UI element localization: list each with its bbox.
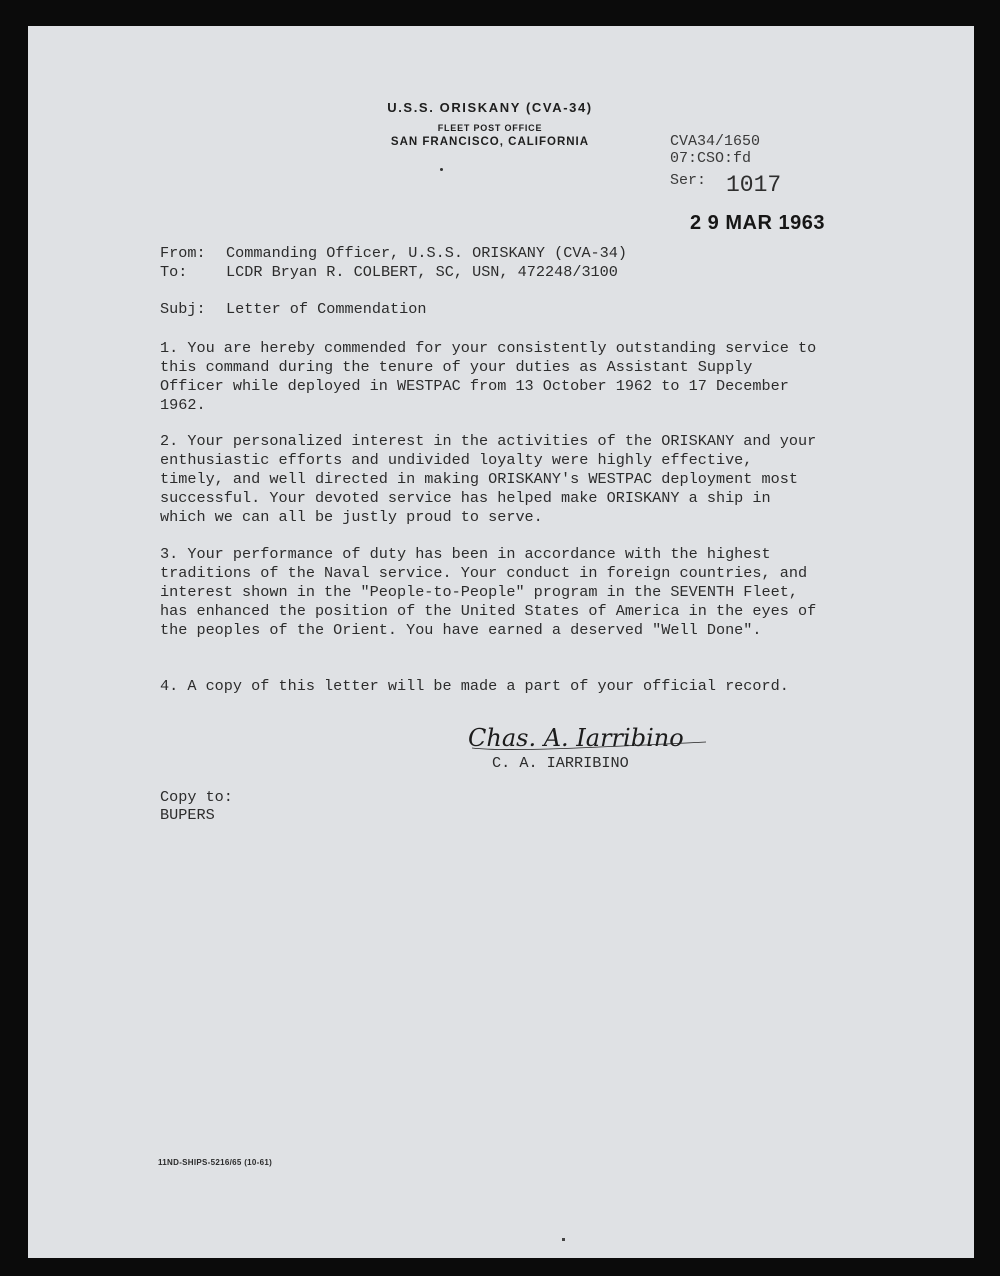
letterhead-ship: U.S.S. ORISKANY (CVA-34) (387, 100, 593, 115)
serial-label: Ser: (670, 172, 707, 189)
signer-name: C. A. IARRIBINO (492, 754, 629, 772)
ink-dot (440, 168, 443, 171)
to-value: LCDR Bryan R. COLBERT, SC, USN, 472248/3100 (226, 263, 618, 281)
form-number: 11ND-SHIPS-5216/65 (10-61) (158, 1158, 273, 1167)
copy-to-recipient: BUPERS (160, 806, 215, 824)
paragraph-4: 4. A copy of this letter will be made a part of your official record. (160, 677, 789, 695)
paragraph-1: 1. You are hereby commended for your consistently outstanding service to this command during the tenure of your duties as Assistant Supply Officer while deployed in WESTPAC from 13 October 1962 to 17 December 1962. (160, 339, 817, 414)
subject-value: Letter of Commendation (226, 300, 427, 318)
reference-code: 07:CSO:fd (670, 150, 752, 167)
from-value: Commanding Officer, U.S.S. ORISKANY (CVA-34) (226, 244, 628, 262)
copy-to-label: Copy to: (160, 788, 233, 806)
date-stamp: 2 9 MAR 1963 (690, 212, 825, 234)
serial-number: 1017 (726, 172, 782, 198)
letterhead-post-office: FLEET POST OFFICE (437, 123, 543, 133)
letter-page (28, 26, 974, 1258)
paragraph-3: 3. Your performance of duty has been in accordance with the highest traditions of the Naval service. Your conduct in foreign countries, and interest shown in the "People-to-People" program in the SEVENTH Fleet, has enhanced the position of the United States of America in the eyes of the peoples of the Orient. You have earned a deserved "Well Done". (160, 545, 817, 639)
paragraph-2: 2. Your personalized interest in the activities of the ORISKANY and your enthusiastic efforts and undivided loyalty were highly effective, timely, and well directed in making ORISKANY's WESTPAC deployment most successful. Your devoted service has helped make ORISKANY a ship in which we can all be justly proud to serve. (160, 432, 817, 526)
subject-label: Subj: (160, 300, 206, 318)
svg-text:Chas. A. Iarribino: Chas. A. Iarribino (468, 724, 684, 752)
to-label: To: (160, 263, 188, 281)
letterhead-city: SAN FRANCISCO, CALIFORNIA (390, 136, 590, 148)
paper-mark (562, 1238, 565, 1241)
reference-file: CVA34/1650 (670, 133, 761, 150)
from-label: From: (160, 244, 206, 262)
